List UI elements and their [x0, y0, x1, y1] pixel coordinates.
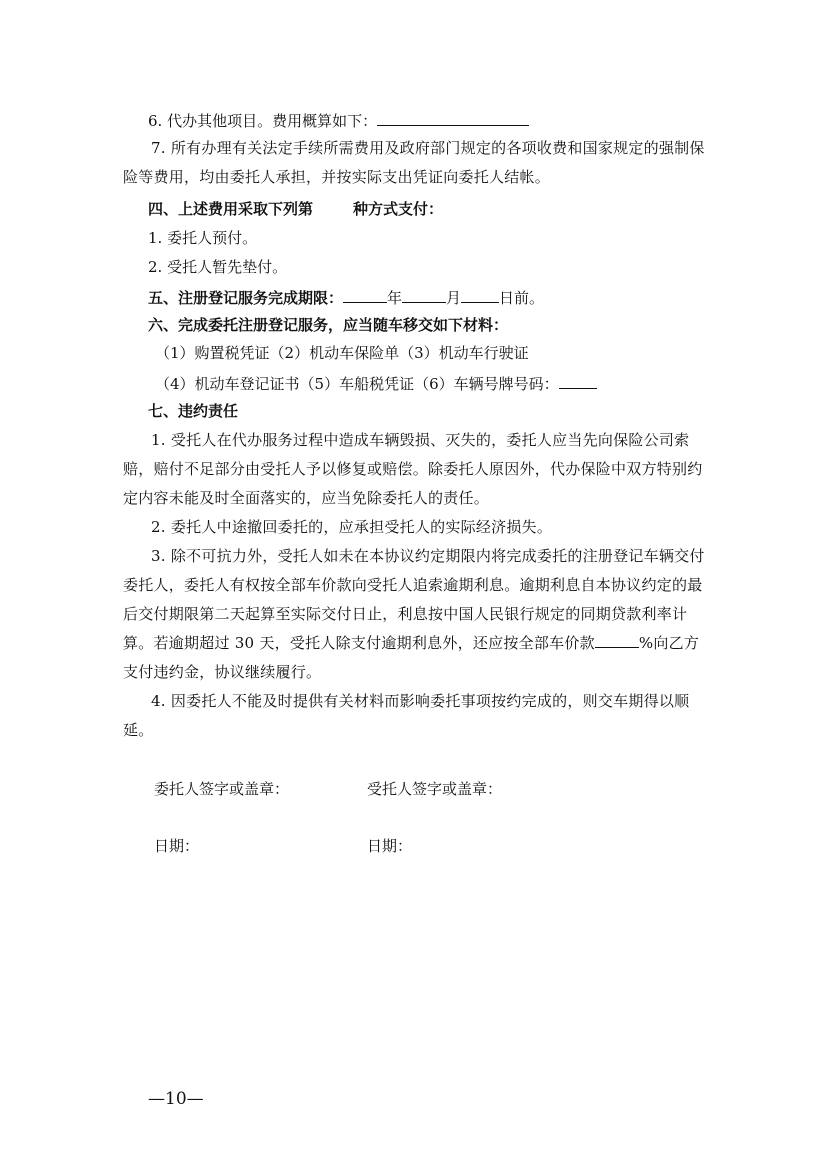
- materials-line-2-text: （4）机动车登记证书（5）车船税凭证（6）车辆号牌号码：: [155, 375, 559, 393]
- clause-7-4: [123, 687, 713, 745]
- plate-number-blank: [559, 372, 597, 389]
- cost-estimate-blank: [377, 109, 529, 126]
- section-7-heading-text: 七、违约责任: [148, 402, 239, 420]
- agent-signature-label: 受托人签字或盖章：: [367, 780, 503, 798]
- section-4-heading-b: 种方式支付：: [353, 200, 444, 218]
- section-5-heading-text: 五、注册登记服务完成期限：: [148, 289, 344, 307]
- clause-7-3-text-b: %向乙方支付违约金，协议继续履行。: [123, 634, 700, 681]
- clause-7-3: [123, 542, 713, 687]
- clause-7-1: [123, 426, 713, 513]
- materials-line-1: [155, 343, 529, 363]
- item-6-text: 6. 代办其他项目。费用概算如下：: [148, 112, 378, 130]
- agent-date-label: 日期：: [367, 837, 413, 855]
- month-label: 月: [446, 289, 462, 307]
- item-7-fees: [123, 134, 713, 192]
- page-number: —10—: [148, 1089, 204, 1109]
- item-6-other-projects: [148, 109, 529, 131]
- clause-7-1-text: 1. 受托人在代办服务过程中造成车辆毁损、灭失的，委托人应当先向保险公司索赔，赔付不足部分由受托人予以修复或赔偿。除委托人原因外，代办保险中双方特别约定内容未能及时全面落实的，应当免除委托人的责任。: [123, 431, 703, 507]
- payment-option-2: [148, 257, 287, 277]
- clause-7-4-text: 4. 因委托人不能及时提供有关材料而影响委托事项按约完成的，则交车期得以顺延。: [123, 692, 690, 739]
- year-blank: [343, 286, 387, 303]
- month-blank: [402, 286, 446, 303]
- section-6-heading: [148, 315, 508, 335]
- year-label: 年: [387, 289, 403, 307]
- principal-signature-label: 委托人签字或盖章：: [154, 780, 290, 798]
- clause-7-2-text: 2. 委托人中途撤回委托的，应承担受托人的实际经济损失。: [151, 518, 553, 536]
- payment-option-1-text: 1. 委托人预付。: [148, 229, 258, 247]
- section-5-heading: [148, 286, 544, 308]
- day-blank: [461, 286, 499, 303]
- penalty-percent-blank: [595, 631, 639, 648]
- section-4-heading-a: 四、上述费用采取下列第: [148, 200, 314, 218]
- section-7-heading: [148, 401, 238, 421]
- section-4-heading: [148, 199, 443, 219]
- clause-7-3-text-a: 3. 除不可抗力外，受托人如未在本协议约定期限内将完成委托的注册登记车辆交付委托人，委托人有权按全部车价款向受托人追索逾期利息。逾期利息自本协议约定的最后交付期限第二天起算至实际交付日止，利息按中国人民银行规定的同期贷款利率计算。若逾期超过 30 天，受托人除支付逾期利息外，还应按全部车价款: [123, 547, 705, 652]
- section-6-heading-text: 六、完成委托注册登记服务，应当随车移交如下材料：: [148, 316, 509, 334]
- materials-line-2: [155, 372, 597, 394]
- payment-option-1: [148, 228, 257, 248]
- principal-date-label: 日期：: [154, 837, 200, 855]
- day-label: 日前。: [499, 289, 545, 307]
- materials-line-1-text: （1）购置税凭证（2）机动车保险单（3）机动车行驶证: [155, 344, 529, 362]
- payment-option-2-text: 2. 受托人暂先垫付。: [148, 258, 288, 276]
- item-7-text: 7. 所有办理有关法定手续所需费用及政府部门规定的各项收费和国家规定的强制保险等费用，均由委托人承担，并按实际支出凭证向委托人结帐。: [123, 139, 705, 186]
- clause-7-2: [123, 513, 713, 542]
